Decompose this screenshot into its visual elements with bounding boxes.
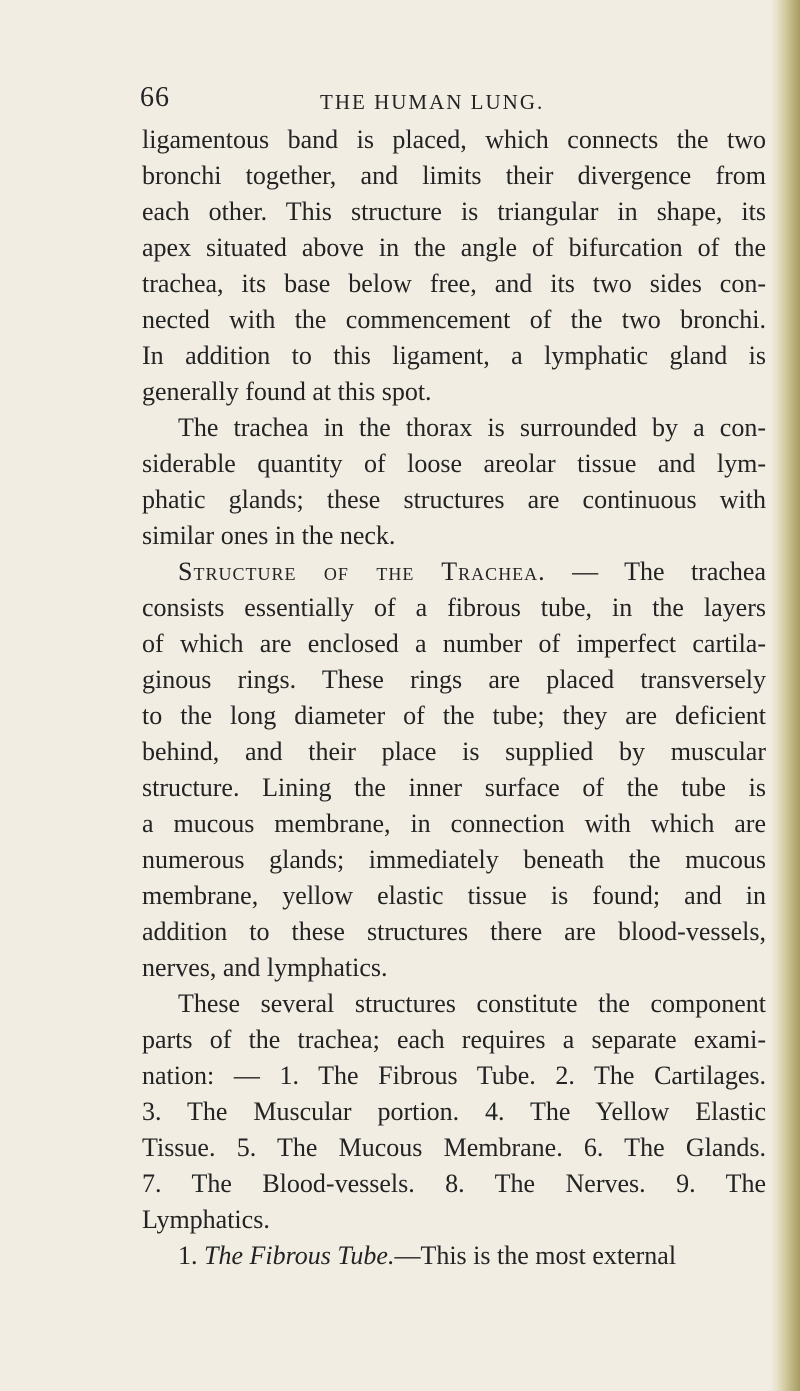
running-head: THE HUMAN LUNG. <box>320 90 545 114</box>
text-line: membrane, yellow elastic tissue is found; and in <box>142 881 766 910</box>
text-line: a mucous membrane, in connection with which are <box>142 809 766 838</box>
text-line: ligamentous band is placed, which connects the two <box>142 125 766 154</box>
subsection-title: The Fibrous Tube. <box>204 1241 395 1270</box>
text-line: In addition to this ligament, a lymphatic gland is <box>142 341 766 370</box>
text-line: of which are enclosed a number of imperfect cartila- <box>142 629 766 658</box>
subsection-number: 1. <box>178 1241 198 1270</box>
text-line: structure. Lining the inner surface of the tube is <box>142 773 766 802</box>
text-line: consists essentially of a fibrous tube, in the layers <box>142 593 766 622</box>
text-line: nation: — 1. The Fibrous Tube. 2. The Cartilages. <box>142 1061 766 1090</box>
text-line: siderable quantity of loose areolar tissue and lym- <box>142 449 766 478</box>
text-line: behind, and their place is supplied by muscular <box>142 737 766 766</box>
text-line: numerous glands; immediately beneath the mucous <box>142 845 766 874</box>
body-text <box>142 122 766 1274</box>
text-line: addition to these structures there are blood-vessels, <box>142 917 766 946</box>
text-line: 7. The Blood-vessels. 8. The Nerves. 9. The <box>142 1169 766 1198</box>
text-line: 3. The Muscular portion. 4. The Yellow Elastic <box>142 1097 766 1126</box>
section-heading: Structure of the Trachea. <box>178 557 546 586</box>
text-line: apex situated above in the angle of bifurcation of the <box>142 233 766 262</box>
text-line: nected with the commencement of the two bronchi. <box>142 305 766 334</box>
text-line: each other. This structure is triangular in shape, its <box>142 197 766 226</box>
text-line: ginous rings. These rings are placed transversely <box>142 665 766 694</box>
subsection-text: —This is the most external <box>394 1241 677 1270</box>
section-heading-rest: — The trachea <box>545 557 766 586</box>
text-line: generally found at this spot. <box>142 377 432 406</box>
text-line: trachea, its base below free, and its two sides con- <box>142 269 766 298</box>
text-line: nerves, and lymphatics. <box>142 953 388 982</box>
page-edge-shadow <box>770 0 800 1391</box>
text-line: to the long diameter of the tube; they are deficient <box>142 701 766 730</box>
subsection-line <box>142 1238 766 1274</box>
text-line: phatic glands; these structures are continuous with <box>142 485 766 514</box>
page-number: 66 <box>140 82 170 113</box>
text-line: These several structures constitute the component <box>178 989 766 1018</box>
section-heading-line <box>142 554 766 590</box>
text-line: parts of the trachea; each requires a separate exami- <box>142 1025 766 1054</box>
text-line: Lymphatics. <box>142 1205 270 1234</box>
text-line: bronchi together, and limits their divergence from <box>142 161 766 190</box>
text-line: similar ones in the neck. <box>142 521 396 550</box>
text-line: Tissue. 5. The Mucous Membrane. 6. The Glands. <box>142 1133 766 1162</box>
text-line: The trachea in the thorax is surrounded by a con- <box>178 413 766 442</box>
